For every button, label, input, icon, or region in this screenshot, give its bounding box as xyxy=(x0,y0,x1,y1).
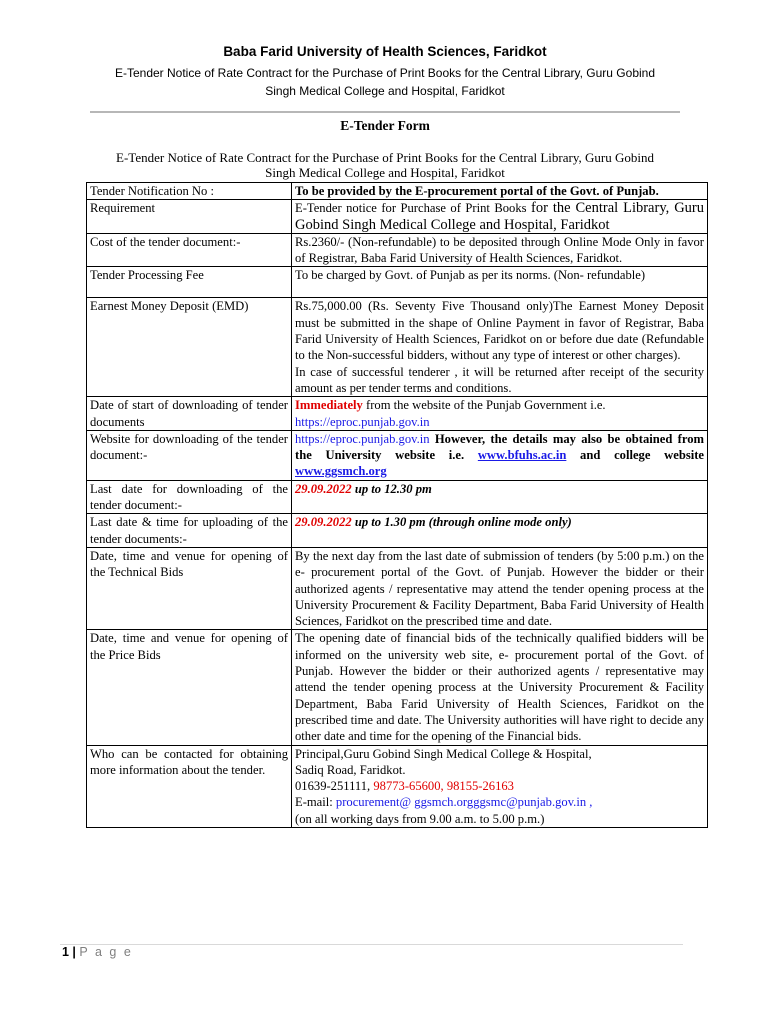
form-title: E-Tender Form xyxy=(340,118,430,133)
college-website-link[interactable]: www.ggsmch.org xyxy=(295,464,387,479)
row-technical-bids xyxy=(87,547,708,629)
last-upload-label: Last date & time for uploading of the tender documents:- xyxy=(87,514,292,548)
page-number-separator: | xyxy=(68,945,80,959)
contact-mobiles: 98773-65600, 98155-26163 xyxy=(373,779,514,794)
page-number xyxy=(62,945,133,959)
website-value xyxy=(292,430,708,480)
footer-divider xyxy=(60,944,683,945)
price-bids-value: The opening date of financial bids of the technically qualified bidders will be informed on the university web site, e- procurement portal of the Govt. of Punjab. However the bidder or their authorized agents / representative may attend the tender opening process at the University Procurement & Facility Department, Baba Farid University of Health Sciences, Faridkot on the prescribed time and date. The University authorities will have right to decide any other date and time for the opening of the Financial bids. xyxy=(292,630,708,745)
row-price-bids xyxy=(87,630,708,745)
row-last-upload xyxy=(87,514,708,548)
requirement-value-b: for the Central Library, Guru Gobind Singh Medical College and Hospital, Faridkot xyxy=(295,200,704,233)
website-eproc-link[interactable]: https://eproc.punjab.gov.in xyxy=(295,431,430,446)
contact-line2: Sadiq Road, Faridkot. xyxy=(295,762,406,777)
page-label: P a g e xyxy=(79,945,133,959)
cost-value: Rs.2360/- (Non-refundable) to be deposited through Online Mode Only in favor of Registrar, Baba Farid University of Health Sciences, Faridkot. xyxy=(292,233,708,267)
contact-line1: Principal,Guru Gobind Singh Medical College & Hospital, xyxy=(295,746,592,761)
last-upload-value xyxy=(292,514,708,548)
row-processing-fee xyxy=(87,267,708,298)
contact-hours: (on all working days from 9.00 a.m. to 5.00 p.m.) xyxy=(295,811,545,826)
row-website xyxy=(87,430,708,480)
contact-phone: 01639-251111, xyxy=(295,779,374,794)
price-bids-label: Date, time and venue for opening of the Price Bids xyxy=(87,630,292,745)
page-number-value: 1 xyxy=(62,945,69,959)
intro-line1: E-Tender Notice of Rate Contract for the Purchase of Print Books for the Central Library, Guru Gobind xyxy=(116,150,654,165)
eproc-link[interactable]: https://eproc.punjab.gov.in xyxy=(295,414,430,429)
university-title: Baba Farid University of Health Sciences, Faridkot xyxy=(223,44,547,59)
last-download-time: up to 12.30 pm xyxy=(351,481,432,496)
row-requirement xyxy=(87,200,708,234)
row-last-download xyxy=(87,480,708,514)
last-download-value xyxy=(292,480,708,514)
row-notification xyxy=(87,183,708,200)
website-label: Website for downloading of the tender document:- xyxy=(87,430,292,480)
last-download-label: Last date for downloading of the tender document:- xyxy=(87,480,292,514)
last-upload-time: up to 1.30 pm (through online mode only) xyxy=(351,515,572,530)
contact-email[interactable]: procurement@ ggsmch.orgggsmc@punjab.gov.in , xyxy=(335,795,593,810)
contact-label: Who can be contacted for obtaining more information about the tender. xyxy=(87,745,292,827)
contact-email-line xyxy=(295,794,704,810)
emd-paragraph-2: In case of successful tenderer , it will be returned after receipt of the security amount as per tender terms and conditions. xyxy=(295,364,704,395)
row-contact xyxy=(87,745,708,827)
notification-label: Tender Notification No : xyxy=(87,183,292,200)
start-download-text: from the website of the Punjab Government i.e. xyxy=(362,398,606,413)
row-start-download xyxy=(87,397,708,431)
technical-bids-label: Date, time and venue for opening of the Technical Bids xyxy=(87,547,292,629)
contact-phones xyxy=(295,778,704,794)
start-download-value xyxy=(292,397,708,431)
last-download-date: 29.09.2022 xyxy=(295,481,352,496)
immediately-text: Immediately xyxy=(295,398,363,413)
intro-line2: Singh Medical College and Hospital, Faridkot xyxy=(265,165,505,180)
last-upload-date: 29.09.2022 xyxy=(295,515,352,530)
row-cost xyxy=(87,233,708,267)
tender-details-table xyxy=(86,182,708,828)
start-download-label: Date of start of downloading of tender documents xyxy=(87,397,292,431)
header-subtitle xyxy=(40,64,730,100)
website-text-b: and college website xyxy=(566,448,705,463)
emd-label: Earnest Money Deposit (EMD) xyxy=(87,298,292,397)
website-text-a: However, the details may also be obtained from the University website i.e. xyxy=(295,431,704,463)
university-website-link[interactable]: www.bfuhs.ac.in xyxy=(477,448,567,463)
requirement-value xyxy=(292,200,708,234)
emd-value xyxy=(292,298,708,397)
requirement-label: Requirement xyxy=(87,200,292,234)
header-subtitle-line2: Singh Medical College and Hospital, Faridkot xyxy=(265,84,505,98)
processing-fee-label: Tender Processing Fee xyxy=(87,267,292,298)
header-divider xyxy=(90,111,680,113)
contact-value xyxy=(292,745,708,827)
technical-bids-value: By the next day from the last date of submission of tenders (by 5:00 p.m.) on the e- procurement portal of the Govt. of Punjab. However the bidder or their authorized agents / representative may attend the tender opening process at the University Procurement & Facility Department, Baba Farid University of Health Sciences, Faridkot on the prescribed time and date. xyxy=(292,547,708,629)
contact-email-label: E-mail: xyxy=(295,795,336,810)
cost-label: Cost of the tender document:- xyxy=(87,233,292,267)
notification-value: To be provided by the E-procurement portal of the Govt. of Punjab. xyxy=(292,183,708,200)
processing-fee-value: To be charged by Govt. of Punjab as per its norms. (Non- refundable) xyxy=(292,267,708,298)
requirement-value-a: E-Tender notice for Purchase of Print Books xyxy=(295,201,531,216)
row-emd xyxy=(87,298,708,397)
header-subtitle-line1: E-Tender Notice of Rate Contract for the Purchase of Print Books for the Central Library, Guru Gobind xyxy=(114,66,656,80)
emd-paragraph-1: Rs.75,000.00 (Rs. Seventy Five Thousand only)The Earnest Money Deposit must be submitted in the shape of Online Payment in favor of Registrar, Baba Farid University of Health Sciences, Faridkot on or before due date (Refundable to the Non-successful bidders, without any type of interest or other charges). xyxy=(295,299,704,363)
intro-text xyxy=(90,150,680,180)
